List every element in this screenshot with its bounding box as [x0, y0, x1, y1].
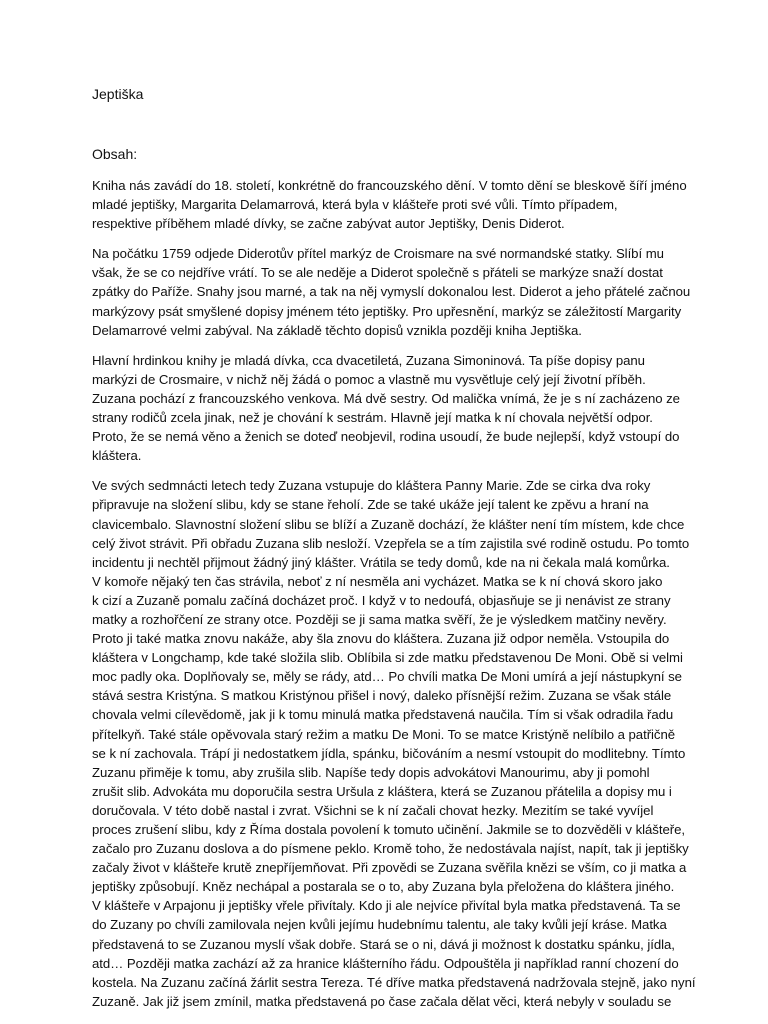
text-line: přítelkyň. Také stále opěvovala starý režim a matku De Moni. To se matce Kristýně nelíbilo a patřičně [92, 726, 676, 742]
document-title: Jeptiška [92, 86, 144, 102]
text-line: představená to se Zuzanou myslí však dobře. Stará se o ni, dává ji možnost k dostatku spánku, jídla, [92, 936, 675, 952]
text-line: clavicembalo. Slavnostní složení slibu se blíží a Zuzaně dochází, že klášter není tím místem, kde chce [92, 516, 685, 532]
text-line: jeptišky způsobují. Kněz nechápal a postarala se o to, aby Zuzana byla přeložena do kláštera jiného. [92, 879, 675, 895]
text-line: Na počátku 1759 odjede Diderotův přítel markýz de Croismare na své normandské statky. Slíbí mu [92, 246, 664, 262]
text-line: celý život strávit. Při obřadu Zuzana slib nesloží. Vzepřela se a tím zajistila své rodině ostudu. Po tomto [92, 535, 690, 551]
text-line: stává sestra Kristýna. S matkou Kristýnou přišel i nový, daleko přísnější režim. Zuzana se však stále [92, 688, 672, 704]
text-line: kláštera. [92, 448, 142, 464]
paragraph [92, 476, 696, 1011]
text-line: Zuzaně. Jak již jsem zmínil, matka představená po čase začala dělat věci, která nebyly v souladu se [92, 993, 672, 1009]
document-body [92, 176, 696, 1011]
text-line: strany rodičů zcela jinak, než je chování k sestrám. Hlavně její matka k ní chovala největší odpor. [92, 410, 653, 426]
text-line: V klášteře v Arpajonu ji jeptišky vřele přivítaly. Kdo ji ale nejvíce přivítal byla matka představená. Ta se [92, 898, 681, 914]
text-line: kostela. Na Zuzanu začíná žárlit sestra Tereza. Té dříve matka představená nadržovala stejně, jako nyní [92, 974, 696, 990]
text-line: zpátky do Paříže. Snahy jsou marné, a tak na něj vymyslí dokonalou lest. Diderot a jeho přátelé začnou [92, 284, 691, 300]
text-line: Delamarrové velmi zabýval. Na základě těchto dopisů vznikla později kniha Jeptiška. [92, 322, 582, 338]
text-line: zrušit slib. Advokáta mu doporučila sestra Uršula z kláštera, která se Zuzanou přátelila a dopisy mu i [92, 783, 672, 799]
text-line: Proto, že se nemá věno a ženich se doteď neobjevil, rodina usoudí, že bude nejlepší, když vstoupí do [92, 429, 680, 445]
text-line: Zuzana pochází z francouzského venkova. Má dvě sestry. Od malička vnímá, že je s ní zacházeno ze [92, 390, 680, 406]
paragraph [92, 244, 692, 339]
text-line: V komoře nějaký ten čas strávila, neboť z ní nesměla ani vycházet. Matka se k ní chová skoro jako [92, 573, 663, 589]
text-line: začaly život v klášteře krutě znepříjemňovat. Při zpovědi se Zuzana svěřila knězi se vším, co ji matka a [92, 860, 687, 876]
text-line: začalo pro Zuzanu doslova a do písmene peklo. Kromě toho, že nedostávala najíst, napít, tak ji jeptišky [92, 841, 689, 857]
text-line: markýzi de Crosmaire, v nichž něj žádá o pomoc a vlastně mu vysvětluje celý její životní příběh. [92, 371, 646, 387]
text-line: do Zuzany po chvíli zamilovala nejen kvůli jejímu hudebnímu talentu, ale taky kvůli její kráse. Matka [92, 917, 667, 933]
paragraph [92, 176, 692, 233]
text-line: k cizí a Zuzaně pomalu začíná docházet proč. I když v to nedoufá, objasňuje se ji nenávist ze strany [92, 592, 671, 608]
text-line: incidentu ji nechtěl přijmout žádný jiný klášter. Vrátila se tedy domů, kde na ni čekala malá komůrka. [92, 554, 670, 570]
text-line: Zuzanu přiměje k tomu, aby zrušila slib. Napíše tedy dopis advokátovi Manourimu, aby ji pomohl [92, 764, 650, 780]
section-heading: Obsah: [92, 146, 138, 162]
text-line: připravuje na složení slibu, kdy se stane řeholí. Zde se také ukáže její talent ke zpěvu a hraní na [92, 497, 649, 513]
text-line: kláštera v Longchamp, kde také složila slib. Oblíbila si zde matku představenou De Moni. Obě si velmi [92, 650, 683, 666]
text-line: se k ní zachovala. Trápí ji nedostatkem jídla, spánku, bičováním a nesmí vstoupit do modlitebny. Tímto [92, 745, 686, 761]
text-line: atd… Později matka zachází až za hranice klášterního řádu. Odpouštěla ji například ranní chození do [92, 955, 679, 971]
text-line: matky a rozhořčení ze strany otce. Později se ji sama matka svěří, že je výsledkem matčiny nevěry. [92, 611, 667, 627]
text-line: Kniha nás zavádí do 18. století, konkrétně do francouzského dění. V tomto dění se bleskově šíří jméno [92, 178, 687, 193]
text-line: však, že se co nejdříve vrátí. To se ale neděje a Diderot společně s přáteli se markýze snaží dostat [92, 265, 663, 281]
text-line: Proto ji také matka znovu nakáže, aby šla znovu do kláštera. Zuzana již odpor neměla. Vstoupila do [92, 631, 670, 647]
paragraph [92, 351, 692, 466]
text-line: mladé jeptišky, Margarita Delamarrová, která byla v klášteře proti své vůli. Tímto případem, [92, 197, 618, 213]
document-page [92, 84, 696, 1022]
text-line: proces zrušení slibu, kdy z Říma dostala povolení k tomuto učinění. Jakmile se to dozvěděli v klášteře, [92, 822, 685, 837]
text-line: markýzovy psát smyšlené dopisy jménem této jeptišky. Pro upřesnění, markýz se záležitostí Margarity [92, 303, 682, 319]
text-line: doručovala. V této době nastal i zvrat. Všichni se k ní začali chovat hezky. Mezitím se také vyvíjel [92, 802, 654, 818]
text-line: Hlavní hrdinkou knihy je mladá dívka, cca dvacetiletá, Zuzana Simoninová. Ta píše dopisy panu [92, 352, 645, 368]
text-line: Ve svých sedmnácti letech tedy Zuzana vstupuje do kláštera Panny Marie. Zde se cirka dva roky [92, 478, 651, 494]
text-line: moc padly oka. Doplňovaly se, měly se rády, atd… Po chvíli matka De Moni umírá a její nástupkyní se [92, 669, 682, 685]
text-line: respektive příběhem mladé dívky, se začne zabývat autor Jeptišky, Denis Diderot. [92, 216, 565, 232]
text-line: chovala velmi cílevědomě, jak ji k tomu minulá matka představená naučila. Tím si však odradila řadu [92, 707, 674, 723]
